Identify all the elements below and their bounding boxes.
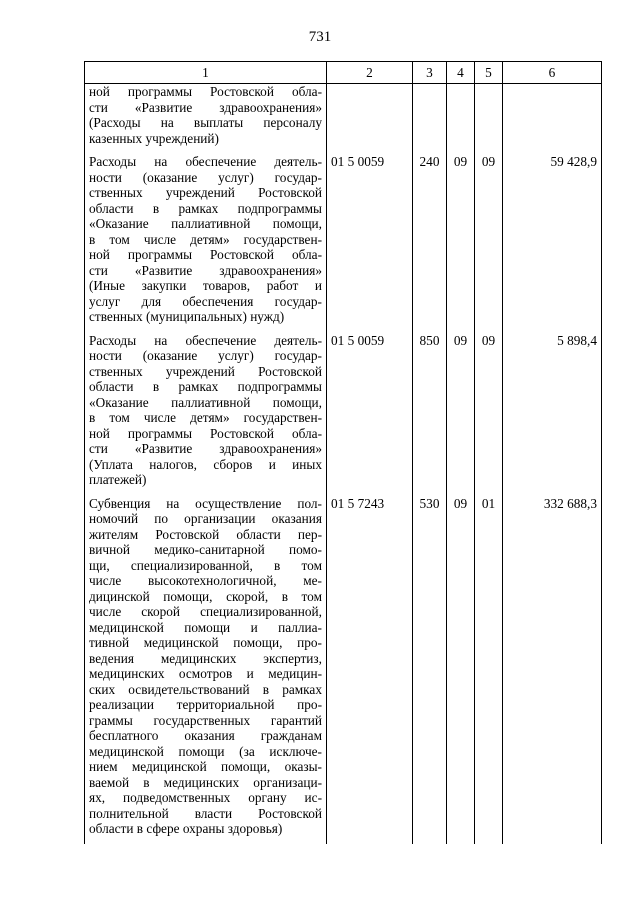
- page-number: 731: [308, 29, 332, 45]
- description-line: дицинской помощи, скорой, в том: [89, 588, 322, 604]
- description-line: (Уплата налогов, сборов и иных: [89, 456, 322, 472]
- description-line: щи, специализированной, в том: [89, 557, 322, 573]
- expense-description: [85, 495, 327, 844]
- subsection-code: 09: [475, 153, 503, 332]
- header-row: [85, 62, 602, 84]
- description-line: Расходы на обеспечение деятель-: [89, 332, 322, 348]
- expense-description: [85, 84, 327, 154]
- description-line: области в рамках подпрограммы: [89, 200, 322, 216]
- target-article-code: [327, 84, 413, 154]
- description-line: казенных учреждений): [89, 130, 219, 146]
- description-line: жителям Ростовской области пер-: [89, 526, 322, 542]
- table-row: [85, 495, 602, 844]
- description-line: ной программы Ростовской обла-: [89, 425, 322, 441]
- subsection-code: 09: [475, 332, 503, 495]
- description-line: реализации территориальной про-: [89, 697, 322, 712]
- description-line: «Оказание паллиативной помощи,: [89, 394, 322, 410]
- description-line: ственных (муниципальных) нужд): [89, 309, 285, 324]
- description-line: медицинских осмотров и медицин-: [89, 666, 322, 681]
- description-line: Расходы на обеспечение деятель-: [89, 154, 322, 169]
- description-line: бесплатного оказания гражданам: [89, 728, 322, 743]
- description-line: ной программы Ростовской обла-: [89, 247, 322, 262]
- amount-value: 5 898,4: [503, 332, 602, 495]
- target-article-code: 01 5 0059: [327, 153, 413, 332]
- description-line: области в рамках подпрограммы: [89, 379, 322, 394]
- description-line: (Иные закупки товаров, работ и: [89, 278, 322, 293]
- description-line: полнительной власти Ростовской: [89, 805, 322, 821]
- description-line: тивной медицинской помощи, про-: [89, 635, 322, 650]
- amount-value: 59 428,9: [503, 153, 602, 332]
- table-row: [85, 153, 602, 332]
- expense-description: [85, 332, 327, 495]
- description-line: сти «Развитие здравоохранения»: [89, 262, 322, 278]
- expense-type-code: [413, 84, 447, 154]
- column-header-4: 4: [447, 62, 475, 84]
- description-line: в том числе детям» государствен-: [89, 231, 322, 247]
- section-code: 09: [447, 495, 475, 844]
- description-line: ях, подведомственных органу ис-: [89, 790, 322, 805]
- amount-value: [503, 84, 602, 154]
- table-row: [85, 84, 602, 154]
- expense-type-code: 240: [413, 153, 447, 332]
- target-article-code: 01 5 7243: [327, 495, 413, 844]
- description-line: «Оказание паллиативной помощи,: [89, 216, 322, 231]
- description-line: ной программы Ростовской обла-: [89, 84, 322, 99]
- table-body: [85, 84, 602, 844]
- subsection-code: [475, 84, 503, 154]
- description-line: ведения медицинских экспертиз,: [89, 650, 322, 666]
- description-line: граммы государственных гарантий: [89, 712, 322, 728]
- description-line: ственных учреждений Ростовской: [89, 185, 322, 200]
- description-line: области в сфере охраны здоровья): [89, 821, 283, 836]
- table-row: [85, 332, 602, 495]
- description-line: числе скорой специализированной,: [89, 604, 322, 619]
- expense-type-code: 850: [413, 332, 447, 495]
- section-code: 09: [447, 332, 475, 495]
- description-line: услуг для обеспечения государ-: [89, 293, 322, 309]
- budget-table: [84, 61, 602, 844]
- description-line: вичной медико-санитарной помо-: [89, 542, 322, 557]
- column-header-1: 1: [85, 62, 327, 84]
- description-line: нием медицинской помощи, оказы-: [89, 759, 322, 774]
- section-code: 09: [447, 153, 475, 332]
- description-line: ваемой в медицинских организаци-: [89, 774, 322, 790]
- description-line: медицинской помощи (за исключе-: [89, 743, 322, 759]
- column-header-5: 5: [475, 62, 503, 84]
- target-article-code: 01 5 0059: [327, 332, 413, 495]
- description-line: ности (оказание услуг) государ-: [89, 348, 322, 363]
- description-line: ских освидетельствований в рамках: [89, 681, 322, 697]
- description-line: платежей): [89, 472, 147, 487]
- column-header-6: 6: [503, 62, 602, 84]
- subsection-code: 01: [475, 495, 503, 844]
- table-header: [85, 62, 602, 84]
- description-line: ности (оказание услуг) государ-: [89, 169, 322, 185]
- description-line: сти «Развитие здравоохранения»: [89, 441, 322, 456]
- description-line: в том числе детям» государствен-: [89, 410, 322, 425]
- section-code: [447, 84, 475, 154]
- column-header-3: 3: [413, 62, 447, 84]
- description-line: сти «Развитие здравоохранения»: [89, 99, 322, 115]
- expense-type-code: 530: [413, 495, 447, 844]
- column-header-2: 2: [327, 62, 413, 84]
- description-line: числе высокотехнологичной, ме-: [89, 573, 322, 588]
- description-line: ственных учреждений Ростовской: [89, 363, 322, 379]
- description-line: (Расходы на выплаты персоналу: [89, 115, 322, 130]
- expense-description: [85, 153, 327, 332]
- amount-value: 332 688,3: [503, 495, 602, 844]
- description-line: номочий по организации оказания: [89, 511, 322, 526]
- description-line: медицинской помощи и паллиа-: [89, 619, 322, 635]
- description-line: Субвенция на осуществление пол-: [89, 495, 322, 511]
